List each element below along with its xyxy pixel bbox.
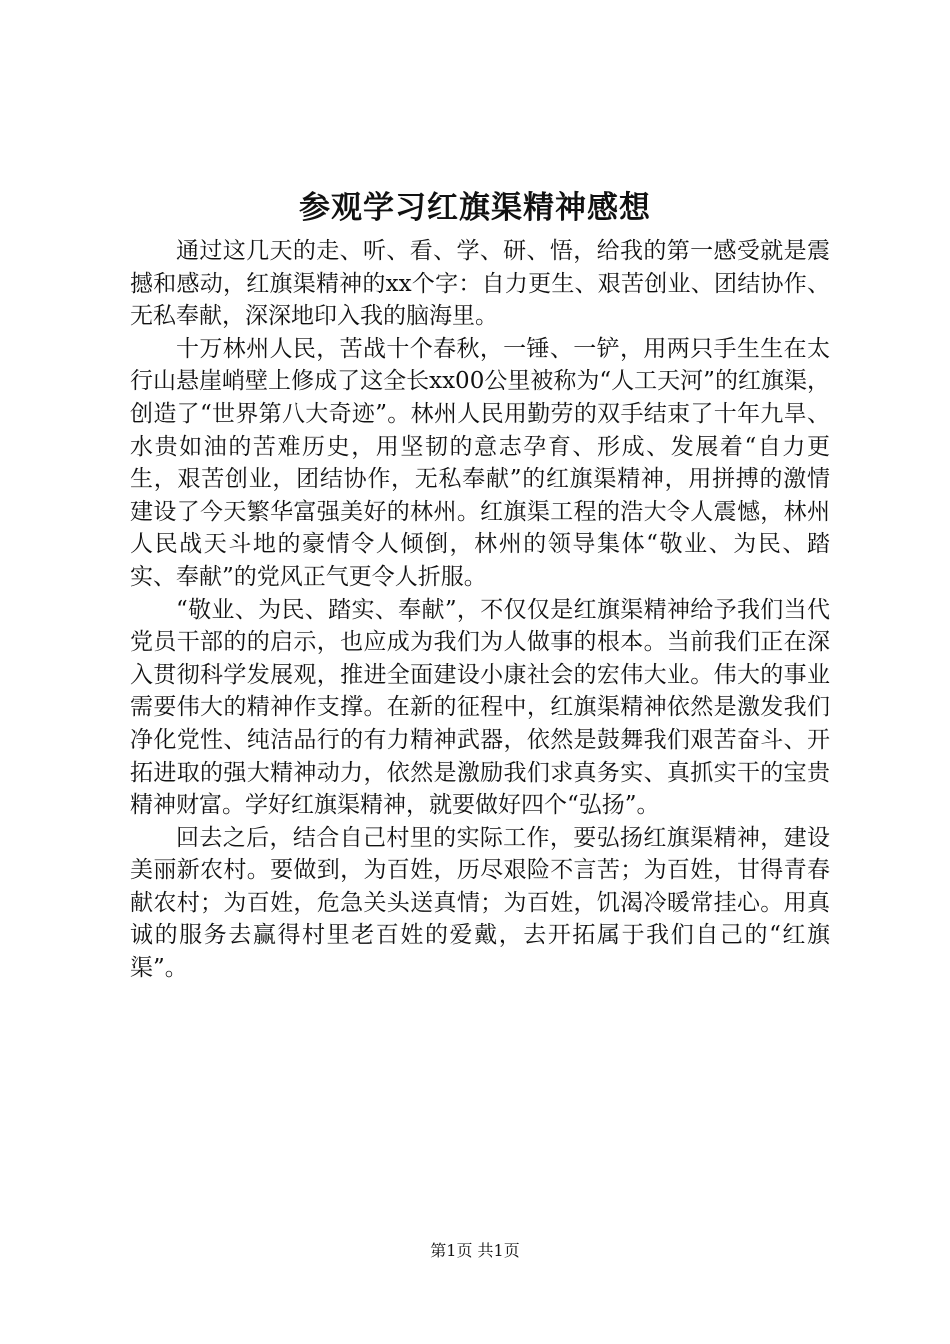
paragraph-4: 回去之后，结合自己村里的实际工作，要弘扬红旗渠精神，建设美丽新农村。要做到，为百姓，历尽艰险不言苦；为百姓，甘得青春献农村；为百姓，危急关头送真情；为百姓，饥渴冷暖常挂心。用真诚的服务去赢得村里老百姓的爱戴，去开拓属于我们自己的“红旗渠”。 [130, 824, 830, 982]
page-footer: 第1页 共1页 [430, 1241, 520, 1260]
paragraph-3: “敬业、为民、踏实、奉献”，不仅仅是红旗渠精神给予我们当代党员干部的的启示，也应成为我们为人做事的根本。当前我们正在深入贯彻科学发展观，推进全面建设小康社会的宏伟大业。伟大的事业需要伟大的精神作支撑。在新的征程中，红旗渠精神依然是激发我们净化党性、纯洁品行的有力精神武器，依然是鼓舞我们艰苦奋斗、开拓进取的强大精神动力，依然是激励我们求真务实、真抓实干的宝贵精神财富。学好红旗渠精神，就要做好四个“弘扬”。 [130, 596, 830, 819]
paragraph-2: 十万林州人民，苦战十个春秋，一锤、一铲，用两只手生生在太行山悬崖峭壁上修成了这全长xx00公里被称为“人工天河”的红旗渠，创造了“世界第八大奇迹”。林州人民用勤劳的双手结束了十年九旱、水贵如油的苦难历史，用坚韧的意志孕育、形成、发展着“自力更生，艰苦创业，团结协作，无私奉献”的红旗渠精神，用拼搏的激情建设了今天繁华富强美好的林州。红旗渠工程的浩大令人震憾，林州人民战天斗地的豪情令人倾倒，林州的领导集体“敬业、为民、踏实、奉献”的党风正气更令人折服。 [130, 335, 830, 590]
document-title: 参观学习红旗渠精神感想 [299, 190, 651, 226]
paragraph-1: 通过这几天的走、听、看、学、研、悟，给我的第一感受就是震撼和感动，红旗渠精神的xx个字：自力更生、艰苦创业、团结协作、无私奉献，深深地印入我的脑海里。 [130, 238, 830, 330]
document-body [130, 235, 830, 985]
